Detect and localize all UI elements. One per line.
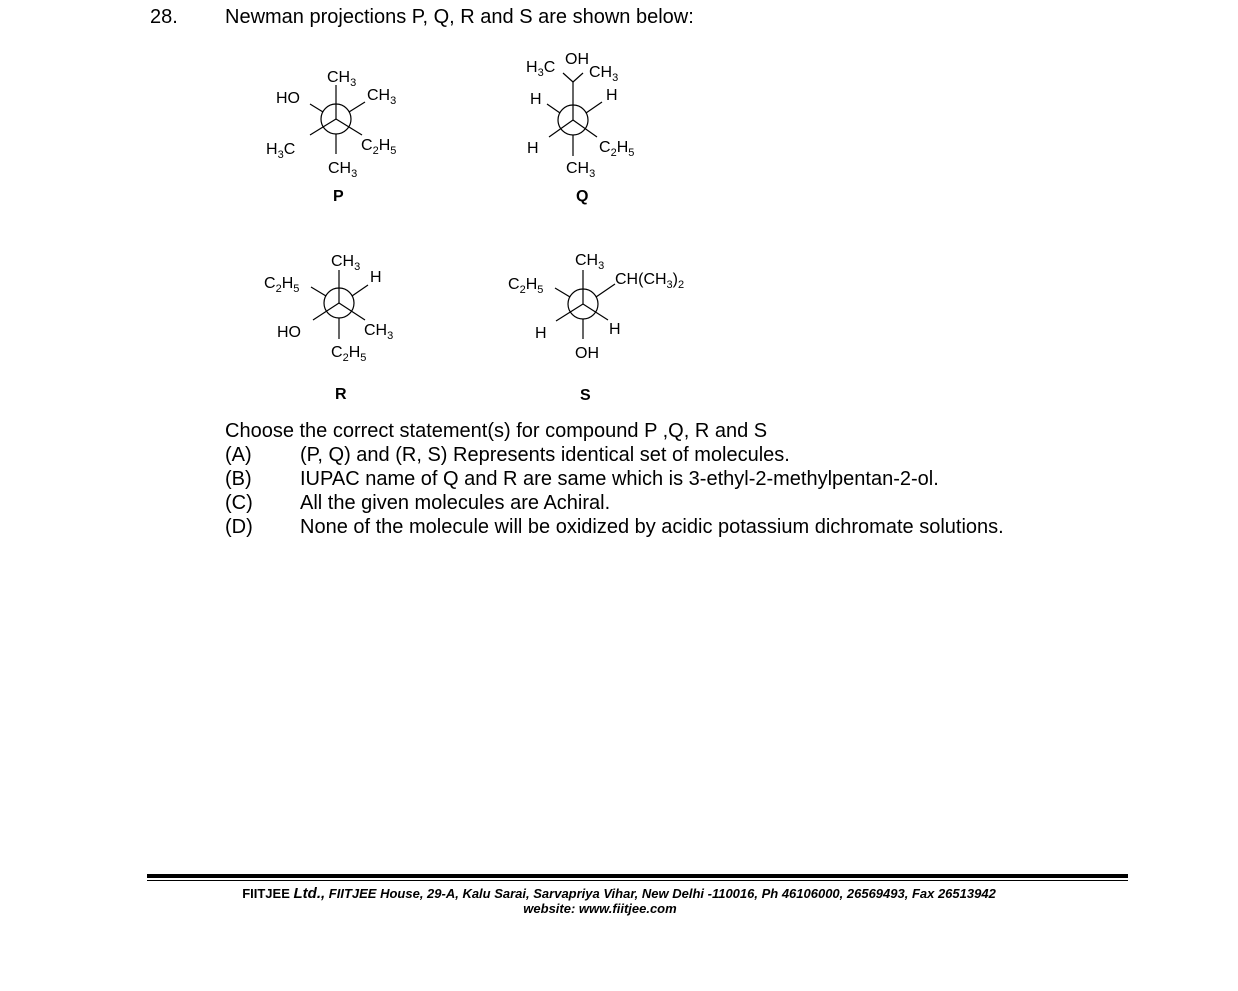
q-back-bottom-label: $CH_3$ [566, 160, 596, 180]
r-front-top-label: $CH_3$ [331, 253, 361, 273]
p-back-bottom-label: $CH_3$ [328, 160, 358, 180]
r-front-lower-right-label: $CH_3$ [364, 322, 394, 342]
footer-rule-thin [147, 880, 1128, 881]
option-d [225, 516, 1004, 540]
newman-projection-q [526, 51, 634, 205]
p-front-top-label: $CH_3$ [327, 69, 357, 89]
footer-address: FIITJEE House, 29-A, Kalu Sarai, Sarvapriya Vihar, New Delhi -110016, Ph 46106000, 26569493, Fax 26513942 [328, 886, 996, 901]
footer-ltd: Ltd., [293, 885, 326, 902]
projection-label-s: S [580, 387, 591, 404]
s-front-lower-left-label: H [535, 325, 547, 342]
option-text: None of the molecule will be oxidized by acidic potassium dichromate solutions. [300, 516, 1004, 538]
q-front-lower-right-label: $C_2H_5$ [599, 139, 635, 159]
s-back-upper-right-label: $CH(CH_3)_2$ [615, 271, 685, 291]
q-front-top-center-label: OH [565, 51, 589, 68]
p-front-lower-right-label: $C_2H_5$ [361, 137, 397, 157]
q-back-upper-right-label: H [606, 87, 618, 104]
option-c [225, 492, 610, 516]
newman-projection-s [508, 252, 684, 404]
newman-projection-r [264, 253, 393, 403]
option-text: IUPAC name of Q and R are same which is 3-ethyl-2-methylpentan-2-ol. [300, 468, 939, 490]
option-letter: (B) [225, 468, 252, 490]
p-back-upper-left-label: HO [276, 90, 300, 107]
r-back-upper-left-label: $C_2H_5$ [264, 275, 300, 295]
option-text: All the given molecules are Achiral. [300, 492, 611, 514]
footer-brand: FIITJEE [242, 886, 290, 901]
question-number: 28. [150, 6, 178, 28]
r-back-upper-right-label: H [370, 269, 382, 286]
option-letter: (D) [225, 516, 253, 538]
footer-address-line [0, 885, 1238, 902]
s-front-top-label: $CH_3$ [575, 252, 605, 272]
r-front-lower-left-label: HO [277, 324, 301, 341]
projection-label-p: P [333, 188, 344, 205]
option-a [225, 444, 790, 468]
projection-label-q: Q [576, 188, 589, 205]
footer-rule-thick [147, 874, 1128, 878]
q-front-top-right-label: $CH_3$ [589, 64, 619, 84]
q-front-top-left-label: $H_3C$ [526, 59, 556, 79]
s-front-lower-right-label: H [609, 321, 621, 338]
question-text: Newman projections P, Q, R and S are shown below: [225, 6, 694, 28]
option-letter: (A) [225, 444, 252, 466]
p-front-lower-left-label: $H_3C$ [266, 141, 296, 161]
q-back-upper-left-label: H [530, 91, 542, 108]
s-back-upper-left-label: $C_2H_5$ [508, 276, 544, 296]
r-back-bottom-label: $C_2H_5$ [331, 344, 367, 364]
newman-projections-figure [0, 0, 1238, 420]
newman-projection-p [266, 69, 396, 205]
question-prompt: Choose the correct statement(s) for compound P ,Q, R and S [225, 420, 768, 442]
q-front-lower-left-label: H [527, 140, 539, 157]
option-text: (P, Q) and (R, S) Represents identical set of molecules. [300, 444, 790, 466]
projection-label-r: R [335, 386, 347, 403]
p-back-upper-right-label: $CH_3$ [367, 87, 397, 107]
option-letter: (C) [225, 492, 253, 514]
footer-website: website: www.fiitjee.com [523, 901, 677, 916]
option-b [225, 468, 939, 492]
s-back-bottom-label: OH [575, 345, 599, 362]
